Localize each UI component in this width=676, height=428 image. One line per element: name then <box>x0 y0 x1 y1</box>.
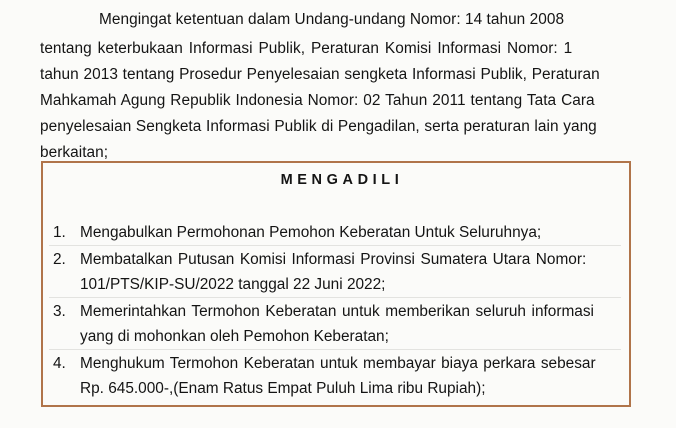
intro-line-6: berkaitan; <box>40 144 109 161</box>
item-number: 3. <box>53 303 66 320</box>
intro-line-4: Mahkamah Agung Republik Indonesia Nomor: 02 Tahun 2011 tentang Tata Cara <box>40 92 595 109</box>
intro-line-5: penyelesaian Sengketa Informasi Publik di Pengadilan, serta peraturan lain yang <box>40 118 597 135</box>
item-number: 2. <box>53 251 66 268</box>
divider <box>49 245 621 246</box>
intro-line-3: tahun 2013 tentang Prosedur Penyelesaian sengketa Informasi Publik, Peraturan <box>40 66 600 83</box>
item-text-line: Memerintahkan Termohon Keberatan untuk memberikan seluruh informasi <box>80 303 594 320</box>
item-text-line: Rp. 645.000-,(Enam Ratus Empat Puluh Lima ribu Rupiah); <box>80 380 486 397</box>
divider <box>49 297 621 298</box>
item-number: 1. <box>53 224 66 241</box>
item-text-line: Membatalkan Putusan Komisi Informasi Provinsi Sumatera Utara Nomor: <box>80 251 587 268</box>
item-text-line: Menghukum Termohon Keberatan untuk membayar biaya perkara sebesar <box>80 355 596 372</box>
divider <box>49 349 621 350</box>
item-text-line: 101/PTS/KIP-SU/2022 tanggal 22 Juni 2022; <box>80 276 386 293</box>
item-number: 4. <box>53 355 66 372</box>
intro-line-2: tentang keterbukaan Informasi Publik, Peraturan Komisi Informasi Nomor: 1 <box>40 40 573 57</box>
item-text-line: yang di mohonkan oleh Pemohon Keberatan; <box>80 328 389 345</box>
decision-heading: MENGADILI <box>280 172 404 188</box>
item-text-line: Mengabulkan Permohonan Pemohon Keberatan Untuk Seluruhnya; <box>80 224 542 241</box>
intro-line-1: Mengingat ketentuan dalam Undang-undang Nomor: 14 tahun 2008 <box>99 11 565 28</box>
